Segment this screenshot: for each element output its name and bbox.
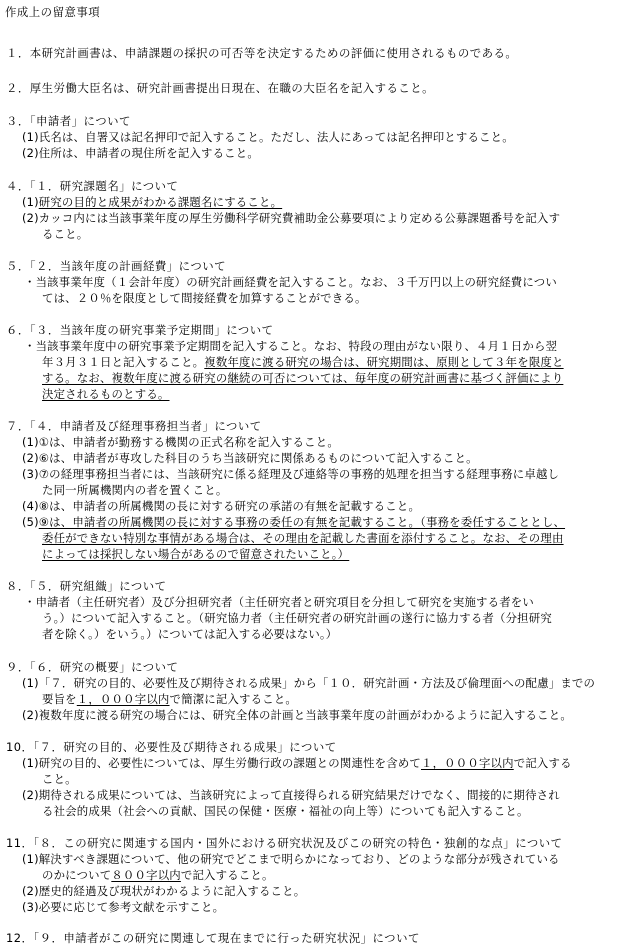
note-11-heading: 11．「８．この研究に関連する国内・国外における研究状況及びこの研究の特色・独創的な点」について (6, 836, 563, 850)
note-10-item-1-c: で記入する (513, 756, 572, 770)
note-6-line-3: する。なお、複数年度に渡る研究の継続の可否については、毎年度の研究計画書に基づく評価により (42, 371, 564, 385)
note-11-item-3: (3)必要に応じて参考文献を示すこと。 (22, 900, 225, 914)
note-10-heading: 10．「７．研究の目的、必要性及び期待される成果」について (6, 740, 337, 754)
note-4 (6, 178, 624, 242)
note-8-line-2: う。）について記入すること。（研究協力者（主任研究者の研究計画の遂行に協力する者（分担研究 (42, 611, 552, 625)
note-9-item-1-cont-a: 要旨を (42, 692, 77, 706)
note-10-item-2-cont: る社会的成果（社会への貢献、国民の保健・医療・福祉の向上等）についても記入すること。 (42, 804, 529, 818)
note-7-item-5 (6, 514, 624, 530)
note-9-item-2: (2)複数年度に渡る研究の場合には、研究全体の計画と当該事業年度の計画がわかるように記入すること。 (22, 708, 572, 722)
note-5-line-2: ては、２０％を限度として間接経費を加算することができる。 (42, 291, 367, 305)
note-5 (6, 258, 624, 306)
note-10-item-1-cont: こと。 (42, 772, 77, 786)
note-7-item-3: (3)⑦の経理事務担当者には、当該研究に係る経理及び連絡等の事務的処理を担当する経理事務に卓越し (22, 467, 560, 481)
note-11 (6, 835, 624, 915)
note-4-item-2: (2)カッコ内には当該事業年度の厚生労働科学研究費補助金公募要項により定める公募課題番号を記入す (22, 211, 561, 225)
note-6-line-4: 決定されるものとする。 (42, 387, 170, 401)
note-9 (6, 659, 624, 723)
note-6-line-2-plain: 年３月３１日と記入すること。 (42, 355, 205, 369)
note-7-item-5-cont-1: 委任ができない特別な事情がある場合は、その理由を記載した書面を添付すること。なお、その理由 (42, 531, 564, 545)
note-5-heading: ５．「２．当該年度の計画経費」について (6, 259, 226, 273)
note-7-heading: ７．「４．申請者及び経理事務担当者」について (6, 419, 262, 433)
note-10-item-1-a: (1)研究の目的、必要性については、厚生労働行政の課題との関連性を含めて (22, 756, 421, 770)
note-8-line-3: 者を除く。）をいう。）については記入する必要はない。） (42, 627, 338, 641)
note-6-line-2 (6, 354, 624, 370)
note-11-char-limit: ８００字以内 (111, 868, 181, 882)
note-8-heading: ８．「５．研究組織」について (6, 579, 167, 593)
note-9-item-1-cont (6, 691, 624, 707)
note-1-text: １．本研究計画書は、申請課題の採択の可否等を決定するための評価に使用されるものである。 (6, 46, 518, 60)
note-11-item-1-cont-a: のかについて (42, 868, 112, 882)
note-6-line-1: ・当該事業年度中の研究事業予定期間を記入すること。なお、特段の理由がない限り、４月１日から翌 (24, 339, 558, 353)
note-11-item-2: (2)歴史的経過及び現状がわかるように記入すること。 (22, 884, 306, 898)
note-7 (6, 418, 624, 562)
note-5-line-1: ・当該事業年度（１会計年度）の研究計画経費を記入すること。なお、３千万円以上の研究経費につい (24, 275, 557, 289)
note-6-line-2-underlined: 複数年度に渡る研究の場合は、研究期間は、原則として３年を限度と (204, 355, 564, 369)
note-12 (6, 930, 624, 946)
note-3-item-2: (2)住所は、申請者の現住所を記入すること。 (22, 146, 259, 160)
note-1 (6, 45, 624, 61)
note-9-item-1-cont-c: で簡潔に記入すること。 (169, 692, 298, 706)
note-7-item-3-cont: た同一所属機関内の者を置くこと。 (42, 483, 228, 497)
note-4-heading: ４．「１．研究課題名」について (6, 179, 179, 193)
note-10-item-2: (2)期待される成果については、当該研究によって直接得られる研究結果だけでなく、間接的に期待され (22, 788, 560, 802)
note-7-item-5-underlined: ⑨は、申請者の所属機関の長に対する事務の委任の有無を記載すること。（事務を委任することとし、 (38, 515, 566, 529)
note-2-text: ２．厚生労働大臣名は、研究計画書提出日現在、在職の大臣名を記入すること。 (6, 81, 435, 95)
note-7-item-2: (2)⑥は、申請者が専攻した科目のうち当該研究に関係あるものについて記入すること。 (22, 451, 478, 465)
note-11-item-1-cont (6, 867, 624, 883)
note-4-item-1-num: (1) (22, 195, 39, 209)
note-9-char-limit: １，０００字以内 (76, 692, 170, 706)
note-6-heading: ６．「３．当該年度の研究事業予定期間」について (6, 323, 274, 337)
note-7-item-5-num: (5) (22, 515, 39, 529)
note-10-item-1 (6, 755, 624, 771)
note-4-item-1 (6, 194, 624, 210)
note-12-heading: 12．「９．申請者がこの研究に関連して現在までに行った研究状況」について (6, 931, 420, 945)
note-9-heading: ９．「６．研究の概要」について (6, 660, 179, 674)
note-7-item-5-cont-2: によっては採択しない場合があるので留意されたいこと。） (42, 547, 350, 561)
note-10 (6, 739, 624, 819)
note-7-item-1: (1)①は、申請者が勤務する機関の正式名称を記入すること。 (22, 435, 339, 449)
document-title: 作成上の留意事項 (5, 5, 101, 19)
note-3 (6, 113, 624, 161)
note-3-item-1: (1)氏名は、自署又は記名押印で記入すること。ただし、法人にあっては記名押印とすること。 (22, 130, 514, 144)
note-8-line-1: ・申請者（主任研究者）及び分担研究者（主任研究者と研究項目を分担して研究を実施する者をい (24, 595, 534, 609)
note-2 (6, 80, 624, 96)
note-3-heading: ３．「申請者」について (6, 114, 131, 128)
note-4-item-2-cont: ること。 (42, 227, 89, 241)
note-7-item-4: (4)⑧は、申請者の所属機関の長に対する研究の承諾の有無を記載すること。 (22, 499, 421, 513)
note-4-item-1-underlined: 研究の目的と成果がわかる課題名にすること。 (38, 195, 283, 209)
note-8 (6, 578, 624, 642)
note-11-item-1: (1)解決すべき課題について、他の研究でどこまで明らかになっており、どのような部分が残されている (22, 852, 560, 866)
note-9-item-1: (1)「７．研究の目的、必要性及び期待される成果」から「１０．研究計画・方法及び倫理面への配慮」までの (22, 676, 596, 690)
note-6 (6, 322, 624, 402)
note-11-item-1-cont-c: で記入すること。 (180, 868, 274, 882)
note-10-char-limit: １，０００字以内 (421, 756, 514, 770)
